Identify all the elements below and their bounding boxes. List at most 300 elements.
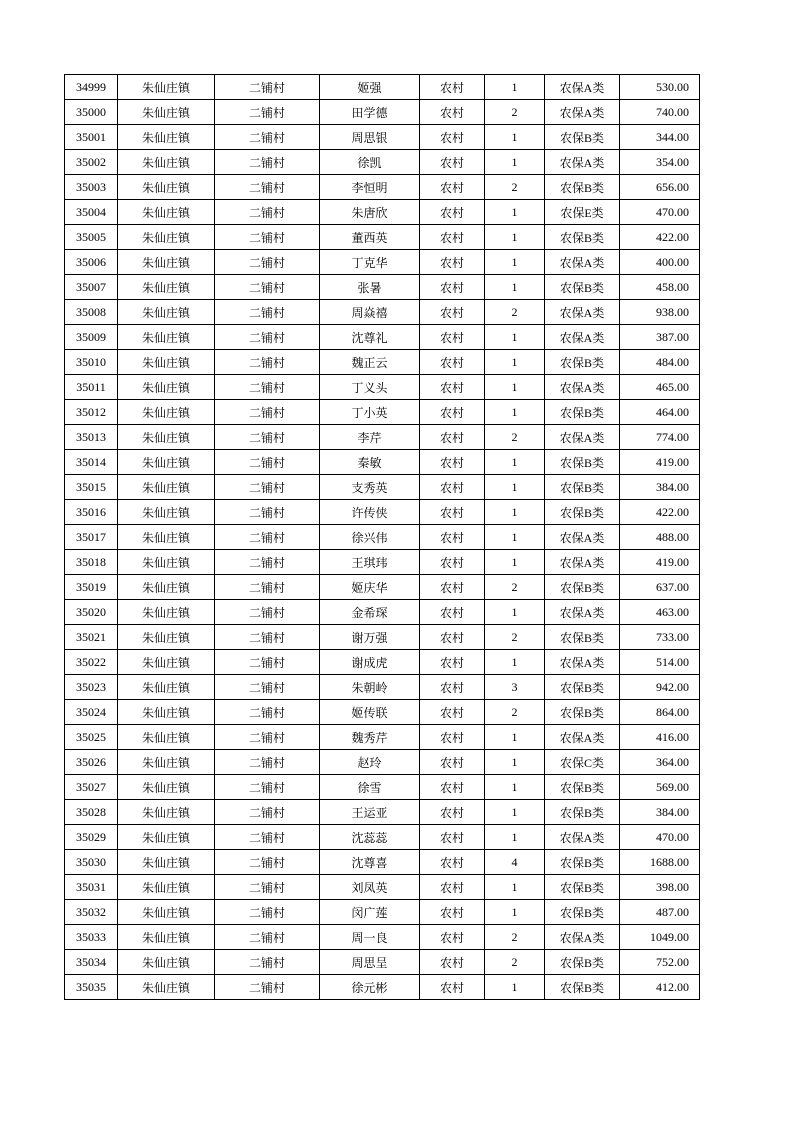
cell-amount: 470.00: [620, 200, 700, 225]
cell-person-count: 2: [485, 425, 545, 450]
cell-person-count: 2: [485, 175, 545, 200]
cell-record-id: 35006: [65, 250, 118, 275]
cell-person-name: 李芹: [320, 425, 420, 450]
cell-village: 二铺村: [215, 175, 320, 200]
cell-amount: 733.00: [620, 625, 700, 650]
cell-amount: 419.00: [620, 550, 700, 575]
table-row: [65, 175, 700, 200]
cell-amount: 569.00: [620, 775, 700, 800]
cell-person-name: 姬强: [320, 75, 420, 100]
cell-record-id: 35026: [65, 750, 118, 775]
cell-village: 二铺村: [215, 850, 320, 875]
cell-person-count: 1: [485, 125, 545, 150]
cell-village: 二铺村: [215, 700, 320, 725]
cell-person-count: 4: [485, 850, 545, 875]
cell-area-type: 农村: [420, 450, 485, 475]
table-row: [65, 650, 700, 675]
cell-insurance-category: 农保B类: [545, 275, 620, 300]
cell-insurance-category: 农保A类: [545, 250, 620, 275]
cell-person-count: 2: [485, 950, 545, 975]
cell-amount: 942.00: [620, 675, 700, 700]
cell-record-id: 35000: [65, 100, 118, 125]
cell-person-count: 2: [485, 575, 545, 600]
cell-person-name: 张暑: [320, 275, 420, 300]
table-row: [65, 350, 700, 375]
table-row: [65, 675, 700, 700]
cell-area-type: 农村: [420, 875, 485, 900]
cell-village: 二铺村: [215, 225, 320, 250]
cell-person-name: 秦敏: [320, 450, 420, 475]
cell-area-type: 农村: [420, 150, 485, 175]
cell-insurance-category: 农保B类: [545, 850, 620, 875]
cell-town: 朱仙庄镇: [118, 250, 215, 275]
cell-village: 二铺村: [215, 725, 320, 750]
cell-village: 二铺村: [215, 875, 320, 900]
cell-insurance-category: 农保B类: [545, 225, 620, 250]
cell-person-name: 赵玲: [320, 750, 420, 775]
cell-person-name: 闵广莲: [320, 900, 420, 925]
cell-village: 二铺村: [215, 150, 320, 175]
cell-area-type: 农村: [420, 225, 485, 250]
cell-area-type: 农村: [420, 100, 485, 125]
cell-town: 朱仙庄镇: [118, 150, 215, 175]
cell-record-id: 35017: [65, 525, 118, 550]
cell-area-type: 农村: [420, 500, 485, 525]
cell-insurance-category: 农保A类: [545, 725, 620, 750]
cell-insurance-category: 农保B类: [545, 675, 620, 700]
cell-town: 朱仙庄镇: [118, 400, 215, 425]
cell-town: 朱仙庄镇: [118, 775, 215, 800]
cell-person-count: 2: [485, 100, 545, 125]
cell-village: 二铺村: [215, 925, 320, 950]
cell-person-count: 1: [485, 75, 545, 100]
cell-insurance-category: 农保A类: [545, 600, 620, 625]
table-row: [65, 275, 700, 300]
cell-record-id: 35031: [65, 875, 118, 900]
cell-person-name: 朱唐欣: [320, 200, 420, 225]
cell-town: 朱仙庄镇: [118, 275, 215, 300]
cell-record-id: 35013: [65, 425, 118, 450]
cell-village: 二铺村: [215, 300, 320, 325]
cell-insurance-category: 农保A类: [545, 300, 620, 325]
cell-amount: 416.00: [620, 725, 700, 750]
cell-person-name: 支秀英: [320, 475, 420, 500]
cell-town: 朱仙庄镇: [118, 700, 215, 725]
table-row: [65, 775, 700, 800]
cell-area-type: 农村: [420, 625, 485, 650]
cell-insurance-category: 农保B类: [545, 975, 620, 1000]
cell-area-type: 农村: [420, 325, 485, 350]
cell-amount: 412.00: [620, 975, 700, 1000]
cell-insurance-category: 农保E类: [545, 200, 620, 225]
cell-amount: 400.00: [620, 250, 700, 275]
cell-record-id: 35035: [65, 975, 118, 1000]
cell-town: 朱仙庄镇: [118, 525, 215, 550]
cell-person-name: 沈尊喜: [320, 850, 420, 875]
cell-amount: 1049.00: [620, 925, 700, 950]
cell-person-name: 王琪玮: [320, 550, 420, 575]
cell-amount: 656.00: [620, 175, 700, 200]
table-row: [65, 450, 700, 475]
cell-amount: 463.00: [620, 600, 700, 625]
cell-village: 二铺村: [215, 625, 320, 650]
cell-area-type: 农村: [420, 900, 485, 925]
cell-town: 朱仙庄镇: [118, 475, 215, 500]
cell-person-count: 1: [485, 900, 545, 925]
cell-area-type: 农村: [420, 200, 485, 225]
table-row: [65, 625, 700, 650]
cell-area-type: 农村: [420, 350, 485, 375]
cell-person-count: 2: [485, 925, 545, 950]
cell-village: 二铺村: [215, 750, 320, 775]
cell-village: 二铺村: [215, 325, 320, 350]
cell-area-type: 农村: [420, 125, 485, 150]
cell-insurance-category: 农保B类: [545, 575, 620, 600]
cell-amount: 398.00: [620, 875, 700, 900]
cell-person-count: 2: [485, 700, 545, 725]
cell-person-count: 1: [485, 800, 545, 825]
cell-town: 朱仙庄镇: [118, 375, 215, 400]
cell-person-name: 魏秀芹: [320, 725, 420, 750]
cell-area-type: 农村: [420, 600, 485, 625]
cell-town: 朱仙庄镇: [118, 500, 215, 525]
cell-town: 朱仙庄镇: [118, 575, 215, 600]
cell-person-name: 李恒明: [320, 175, 420, 200]
cell-area-type: 农村: [420, 300, 485, 325]
cell-insurance-category: 农保A类: [545, 75, 620, 100]
cell-town: 朱仙庄镇: [118, 600, 215, 625]
cell-town: 朱仙庄镇: [118, 175, 215, 200]
cell-person-name: 周思呈: [320, 950, 420, 975]
cell-record-id: 35004: [65, 200, 118, 225]
cell-record-id: 35024: [65, 700, 118, 725]
cell-person-count: 1: [485, 825, 545, 850]
cell-record-id: 35034: [65, 950, 118, 975]
cell-village: 二铺村: [215, 275, 320, 300]
cell-village: 二铺村: [215, 575, 320, 600]
cell-record-id: 35016: [65, 500, 118, 525]
cell-person-count: 1: [485, 550, 545, 575]
cell-person-name: 徐雪: [320, 775, 420, 800]
cell-person-name: 谢万强: [320, 625, 420, 650]
cell-person-name: 周一良: [320, 925, 420, 950]
cell-town: 朱仙庄镇: [118, 850, 215, 875]
cell-record-id: 35020: [65, 600, 118, 625]
cell-village: 二铺村: [215, 675, 320, 700]
cell-record-id: 35023: [65, 675, 118, 700]
cell-town: 朱仙庄镇: [118, 925, 215, 950]
cell-record-id: 35019: [65, 575, 118, 600]
cell-town: 朱仙庄镇: [118, 300, 215, 325]
cell-amount: 387.00: [620, 325, 700, 350]
cell-village: 二铺村: [215, 500, 320, 525]
cell-area-type: 农村: [420, 825, 485, 850]
cell-insurance-category: 农保B类: [545, 900, 620, 925]
cell-record-id: 35003: [65, 175, 118, 200]
cell-area-type: 农村: [420, 550, 485, 575]
cell-amount: 458.00: [620, 275, 700, 300]
cell-town: 朱仙庄镇: [118, 625, 215, 650]
cell-amount: 752.00: [620, 950, 700, 975]
cell-insurance-category: 农保A类: [545, 925, 620, 950]
cell-person-count: 1: [485, 450, 545, 475]
cell-area-type: 农村: [420, 675, 485, 700]
cell-amount: 344.00: [620, 125, 700, 150]
cell-person-name: 董西英: [320, 225, 420, 250]
cell-town: 朱仙庄镇: [118, 200, 215, 225]
cell-record-id: 35021: [65, 625, 118, 650]
table-row: [65, 400, 700, 425]
cell-person-name: 徐凯: [320, 150, 420, 175]
cell-person-name: 姬庆华: [320, 575, 420, 600]
cell-record-id: 35030: [65, 850, 118, 875]
cell-village: 二铺村: [215, 525, 320, 550]
table-row: [65, 525, 700, 550]
cell-village: 二铺村: [215, 450, 320, 475]
cell-insurance-category: 农保A类: [545, 425, 620, 450]
cell-town: 朱仙庄镇: [118, 325, 215, 350]
table-row: [65, 900, 700, 925]
cell-record-id: 35032: [65, 900, 118, 925]
cell-record-id: 35022: [65, 650, 118, 675]
cell-village: 二铺村: [215, 350, 320, 375]
cell-person-count: 1: [485, 250, 545, 275]
cell-record-id: 35002: [65, 150, 118, 175]
cell-person-count: 1: [485, 500, 545, 525]
cell-village: 二铺村: [215, 650, 320, 675]
cell-person-count: 1: [485, 200, 545, 225]
cell-insurance-category: 农保B类: [545, 775, 620, 800]
cell-person-count: 1: [485, 475, 545, 500]
cell-person-name: 金希琛: [320, 600, 420, 625]
cell-town: 朱仙庄镇: [118, 350, 215, 375]
cell-village: 二铺村: [215, 100, 320, 125]
cell-record-id: 34999: [65, 75, 118, 100]
cell-record-id: 35015: [65, 475, 118, 500]
cell-area-type: 农村: [420, 800, 485, 825]
cell-amount: 530.00: [620, 75, 700, 100]
cell-town: 朱仙庄镇: [118, 125, 215, 150]
table-row: [65, 125, 700, 150]
cell-insurance-category: 农保A类: [545, 100, 620, 125]
cell-person-name: 丁义头: [320, 375, 420, 400]
cell-person-count: 1: [485, 975, 545, 1000]
cell-area-type: 农村: [420, 725, 485, 750]
cell-town: 朱仙庄镇: [118, 225, 215, 250]
cell-person-count: 1: [485, 350, 545, 375]
table-row: [65, 700, 700, 725]
cell-insurance-category: 农保A类: [545, 650, 620, 675]
cell-amount: 774.00: [620, 425, 700, 450]
cell-amount: 864.00: [620, 700, 700, 725]
cell-person-count: 1: [485, 775, 545, 800]
cell-amount: 740.00: [620, 100, 700, 125]
table-row: [65, 75, 700, 100]
cell-area-type: 农村: [420, 850, 485, 875]
cell-area-type: 农村: [420, 975, 485, 1000]
cell-area-type: 农村: [420, 750, 485, 775]
cell-village: 二铺村: [215, 975, 320, 1000]
cell-insurance-category: 农保B类: [545, 175, 620, 200]
cell-amount: 419.00: [620, 450, 700, 475]
cell-person-count: 1: [485, 650, 545, 675]
cell-person-name: 沈蕊蕊: [320, 825, 420, 850]
cell-person-name: 丁克华: [320, 250, 420, 275]
cell-record-id: 35010: [65, 350, 118, 375]
cell-person-name: 周思银: [320, 125, 420, 150]
cell-person-count: 3: [485, 675, 545, 700]
table-row: [65, 975, 700, 1000]
cell-record-id: 35011: [65, 375, 118, 400]
cell-insurance-category: 农保B类: [545, 350, 620, 375]
cell-area-type: 农村: [420, 250, 485, 275]
cell-amount: 938.00: [620, 300, 700, 325]
cell-insurance-category: 农保B类: [545, 700, 620, 725]
cell-area-type: 农村: [420, 525, 485, 550]
cell-insurance-category: 农保A类: [545, 150, 620, 175]
cell-person-name: 沈尊礼: [320, 325, 420, 350]
cell-village: 二铺村: [215, 425, 320, 450]
cell-area-type: 农村: [420, 775, 485, 800]
cell-village: 二铺村: [215, 825, 320, 850]
cell-town: 朱仙庄镇: [118, 550, 215, 575]
cell-village: 二铺村: [215, 950, 320, 975]
cell-insurance-category: 农保C类: [545, 750, 620, 775]
table-row: [65, 750, 700, 775]
cell-person-count: 1: [485, 150, 545, 175]
cell-village: 二铺村: [215, 75, 320, 100]
table-row: [65, 100, 700, 125]
cell-record-id: 35033: [65, 925, 118, 950]
cell-town: 朱仙庄镇: [118, 975, 215, 1000]
cell-town: 朱仙庄镇: [118, 825, 215, 850]
cell-village: 二铺村: [215, 250, 320, 275]
cell-record-id: 35009: [65, 325, 118, 350]
cell-person-count: 1: [485, 400, 545, 425]
cell-area-type: 农村: [420, 400, 485, 425]
cell-village: 二铺村: [215, 775, 320, 800]
cell-person-name: 谢成虎: [320, 650, 420, 675]
cell-amount: 514.00: [620, 650, 700, 675]
cell-town: 朱仙庄镇: [118, 100, 215, 125]
table-row: [65, 425, 700, 450]
cell-area-type: 农村: [420, 425, 485, 450]
cell-village: 二铺村: [215, 375, 320, 400]
cell-village: 二铺村: [215, 125, 320, 150]
cell-record-id: 35027: [65, 775, 118, 800]
cell-person-name: 丁小英: [320, 400, 420, 425]
cell-town: 朱仙庄镇: [118, 950, 215, 975]
cell-person-name: 田学德: [320, 100, 420, 125]
cell-town: 朱仙庄镇: [118, 650, 215, 675]
table-row: [65, 575, 700, 600]
table-row: [65, 600, 700, 625]
cell-area-type: 农村: [420, 175, 485, 200]
cell-record-id: 35012: [65, 400, 118, 425]
table-row: [65, 375, 700, 400]
table-row: [65, 925, 700, 950]
cell-insurance-category: 农保B类: [545, 625, 620, 650]
cell-amount: 422.00: [620, 500, 700, 525]
cell-record-id: 35008: [65, 300, 118, 325]
cell-amount: 637.00: [620, 575, 700, 600]
cell-person-count: 1: [485, 875, 545, 900]
cell-village: 二铺村: [215, 550, 320, 575]
cell-person-count: 1: [485, 275, 545, 300]
cell-area-type: 农村: [420, 650, 485, 675]
cell-amount: 364.00: [620, 750, 700, 775]
cell-insurance-category: 农保B类: [545, 875, 620, 900]
cell-village: 二铺村: [215, 400, 320, 425]
table-row: [65, 825, 700, 850]
cell-village: 二铺村: [215, 900, 320, 925]
table-row: [65, 150, 700, 175]
cell-record-id: 35025: [65, 725, 118, 750]
cell-area-type: 农村: [420, 950, 485, 975]
table-row: [65, 225, 700, 250]
cell-insurance-category: 农保A类: [545, 525, 620, 550]
cell-person-count: 1: [485, 750, 545, 775]
cell-record-id: 35014: [65, 450, 118, 475]
cell-insurance-category: 农保A类: [545, 550, 620, 575]
cell-amount: 384.00: [620, 800, 700, 825]
table-row: [65, 325, 700, 350]
cell-area-type: 农村: [420, 925, 485, 950]
cell-insurance-category: 农保A类: [545, 825, 620, 850]
table-row: [65, 300, 700, 325]
cell-person-name: 王运亚: [320, 800, 420, 825]
cell-amount: 464.00: [620, 400, 700, 425]
cell-town: 朱仙庄镇: [118, 450, 215, 475]
cell-record-id: 35001: [65, 125, 118, 150]
cell-town: 朱仙庄镇: [118, 800, 215, 825]
cell-town: 朱仙庄镇: [118, 425, 215, 450]
cell-village: 二铺村: [215, 475, 320, 500]
cell-amount: 488.00: [620, 525, 700, 550]
table-row: [65, 475, 700, 500]
cell-person-count: 1: [485, 600, 545, 625]
cell-insurance-category: 农保A类: [545, 325, 620, 350]
table-row: [65, 800, 700, 825]
cell-amount: 487.00: [620, 900, 700, 925]
table-row: [65, 875, 700, 900]
cell-area-type: 农村: [420, 75, 485, 100]
cell-person-count: 1: [485, 725, 545, 750]
cell-village: 二铺村: [215, 600, 320, 625]
table-row: [65, 250, 700, 275]
cell-town: 朱仙庄镇: [118, 875, 215, 900]
cell-person-count: 2: [485, 625, 545, 650]
cell-person-name: 许传侠: [320, 500, 420, 525]
cell-area-type: 农村: [420, 475, 485, 500]
cell-amount: 470.00: [620, 825, 700, 850]
cell-town: 朱仙庄镇: [118, 725, 215, 750]
cell-person-name: 徐兴伟: [320, 525, 420, 550]
cell-person-name: 姬传联: [320, 700, 420, 725]
cell-amount: 1688.00: [620, 850, 700, 875]
cell-amount: 354.00: [620, 150, 700, 175]
cell-insurance-category: 农保B类: [545, 125, 620, 150]
cell-area-type: 农村: [420, 275, 485, 300]
table-row: [65, 950, 700, 975]
cell-insurance-category: 农保B类: [545, 950, 620, 975]
cell-person-count: 1: [485, 525, 545, 550]
table-row: [65, 725, 700, 750]
cell-person-name: 周焱禧: [320, 300, 420, 325]
cell-insurance-category: 农保B类: [545, 475, 620, 500]
cell-person-count: 2: [485, 300, 545, 325]
table-body: [65, 75, 700, 1000]
